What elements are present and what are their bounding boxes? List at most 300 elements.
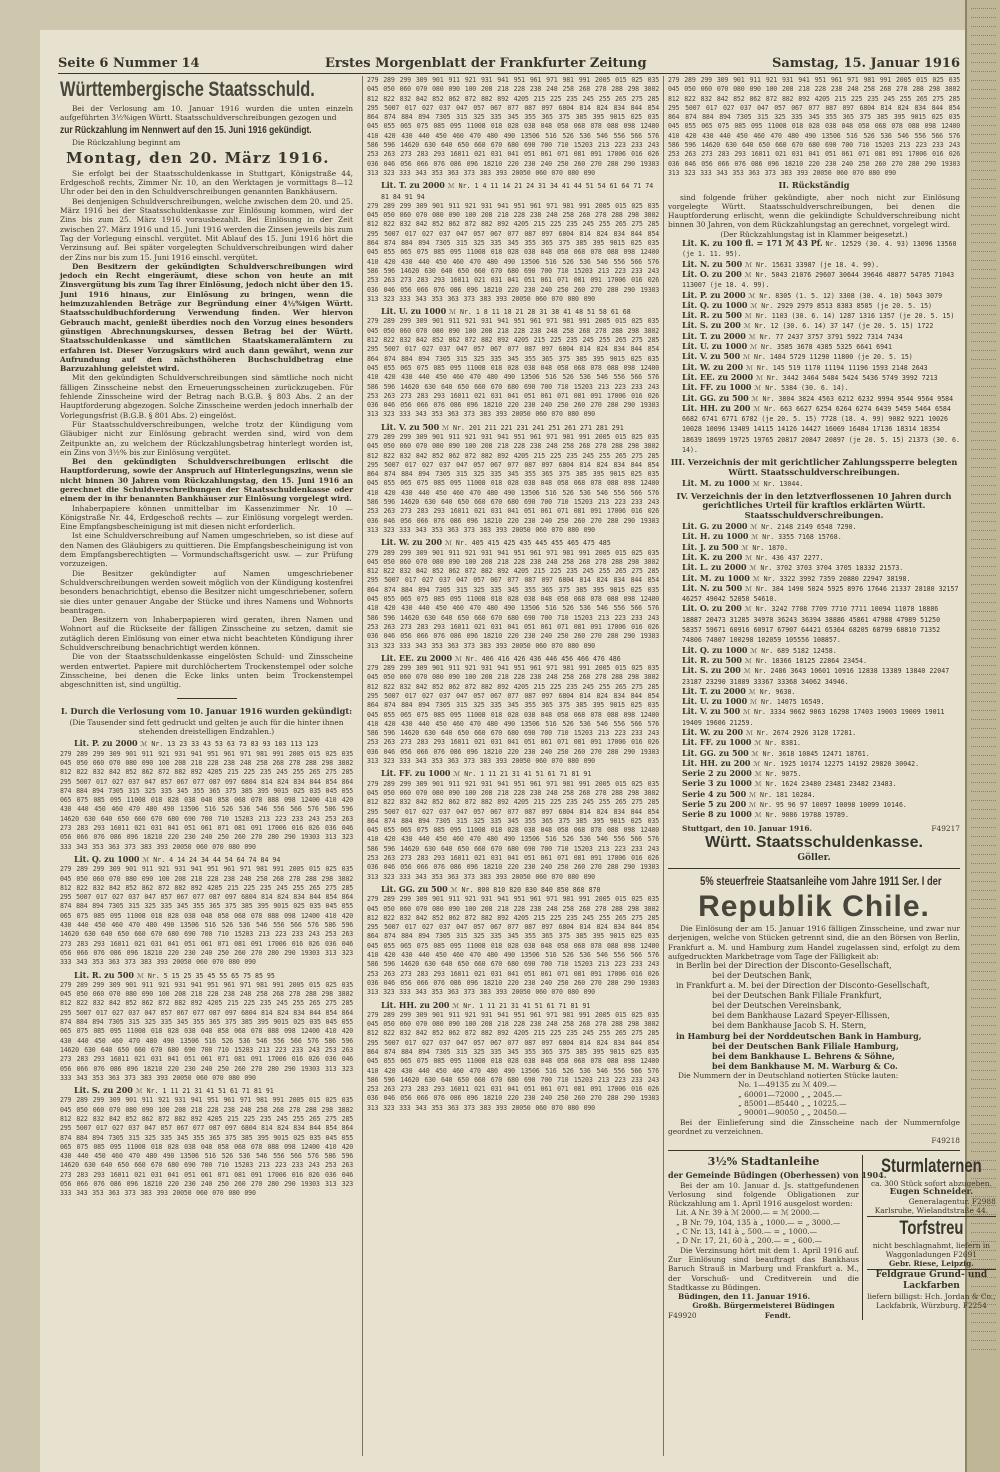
edge-text-line [971,72,996,81]
bank-line: bei der Deutschen Vereinsbank, [712,1001,842,1011]
lit-label: Lit. O. zu 200 [682,268,742,279]
edge-text-line [971,495,996,504]
range-line: „ 90001—90050 „ „ 20450.— [738,1108,847,1118]
bank-line: bei der Deutschen Bank, [712,971,813,981]
edge-text-line [971,549,996,558]
lit-entry [367,885,659,895]
lit-label: Lit. P. zu 2000 [74,738,138,749]
ad-text: Generalagentur. F2988 [908,1197,996,1207]
edge-text-line [971,540,996,549]
edge-text-line [971,306,996,315]
column-2 [362,76,659,1456]
range-line: „ 85001—85440 „ „ 10225.— [738,1099,847,1109]
edge-text-line [971,855,996,864]
range-line: No. 1—49135 zu ℳ 409.— [738,1080,837,1090]
bottom-ads [668,1154,996,1320]
edge-text-line [971,981,996,990]
paragraph: Den Besitzern von Inhaberpapieren wird geraten, ihren Namen und Wohnort auf die Rückseite der fälligen Zinsscheine zu setzen, damit sie zutäglich deren Einlösung von einer etwa nicht beachteten Kündigung ihrer Schuldverschreibung benachrichtigt werden können. [60,615,353,653]
lit-numbers: ℳ Nr. 663 6627 6254 6264 6274 6439 5459 5464 6584 6682 6741 6771 6782 (je 20. 5. 15) 7728 (18. 4. 99) 9082 9221 10026 10028 10096 13409 14115 14126 14427 16069 16484 17136 18314 18354 18639 18699 19725 19765 20817 20847 20897 (je 20. 5. 15) 21373 (30. 6. 14). [682,404,960,454]
lit-numbers: ℳ Nr. 3322 3992 7359 20880 22947 38198. [752,574,911,583]
lit-numbers: ℳ Nr. 15631 33987 (je 18. 4. 99). [744,260,880,269]
edge-text-line [971,747,996,756]
lit-entry [367,1001,659,1011]
lit-list [367,76,659,1113]
date-headline: Montag, den 20. März 1916. [66,148,330,167]
bank-line: bei dem Bankhause L. Behrens & Söhne, [712,1051,895,1062]
edge-text-line [971,918,996,927]
lit-label: Lit. N. zu 500 [682,582,743,593]
edge-text-line [971,972,996,981]
bank-list [668,961,960,1071]
paragraph: Die von der Staatsschuldenkasse eingelösten Schuld- und Zinsscheine werden entwertet. Papiere mit durchlöchertem Trockenstempel oder solche Zinsscheine, bei denen die Ecke links unten beim Trockenstempel abgeschnitten ist, sind ungültig. [60,652,353,690]
ad-title: Feldgraue Grund- und Lackfarben [875,1269,988,1291]
lit-entry [668,707,960,728]
edge-text-line [971,1071,996,1080]
edge-text-line [971,99,996,108]
edge-text-line [971,198,996,207]
lit-label: Lit. M. zu 1000 [682,477,750,488]
edge-text-line [971,387,996,396]
issuer-name: Württ. Staatsschuldenkasse. [705,833,923,851]
lit-label: Lit. T. zu 2000 [682,685,746,696]
lit-numbers: ℳ Nr. 436 437 2277. [745,553,824,562]
edge-text-line [971,18,996,27]
lit-numbers: ℳ Nr. 9086 19788 19789. [754,811,849,820]
newspaper-name: Erstes Morgenblatt der Frankfurter Zeitung [324,56,647,71]
lit-label: Lit. R. zu 500 [74,969,134,980]
edge-text-line [971,369,996,378]
lit-entry [668,239,960,260]
edge-text-line [971,297,996,306]
bank-line: bei dem Bankhause M. M. Warburg & Co. [712,1061,898,1072]
edge-text-line [971,234,996,243]
edge-text-line [971,135,996,144]
lit-label: Lit. T. zu 2000 [381,180,445,191]
edge-text-line [971,1035,996,1044]
small-ads [867,1155,996,1320]
edge-text-line [971,1080,996,1089]
edge-text-line [971,765,996,774]
paragraph: Mit den gekündigten Schuldverschreibungen sind sämtliche noch nicht fälligen Zinsscheine nebst den Erneuerungsscheinen zurückzugeben. Für fehlende Zinsscheine wird der Betrag nach B.G.B. § 803 Abs. 2 an der Hauptforderung abgezogen. Solche Zinsscheine werden jedoch innerhalb der Vorlegungsfrist (B.G.B. § 801 Abs. 2) eingelöst. [60,373,353,420]
edge-text-line [971,432,996,441]
paragraph: Die Besitzer gekündigter auf Namen umgeschriebener Schuldverschreibungen werden soweit möglich von der Kündigung kostenfrei besonders benachrichtigt, ebenso die Besitzer nicht umgeschriebener, sofern sie dies unter genauer Angabe der Stücke und ihres Namens und Wohnorts beantragen. [60,568,353,615]
ad-text: Eugen Schneider. [889,1186,974,1197]
edge-text-line [971,882,996,891]
edge-text-line [971,792,996,801]
number-block: 279 289 299 309 901 911 921 931 941 951 961 971 981 991 2005 015 025 035 045 050 060 070 080 090 100 208 218 228 238 248 258 268 278 288 298 3802 812 822 832 842 852 862 872 882 892 4205 215 225 235 245 255 265 275 285 295 5007 017 027 037 047 057 067 077 087 097 6804 814 824 834 844 854 864 874 884 894 7305 315 325 335 345 355 365 375 385 395 9015 025 035 045 055 065 075 085 095 11008 018 028 038 048 058 068 078 088 098 12400 410 420 430 440 450 460 470 480 490 13506 516 526 536 546 556 566 576 586 596 14620 630 640 650 660 670 680 690 700 710 15203 213 223 233 243 253 263 273 283 293 16011 021 031 041 051 061 071 081 091 17006 016 026 036 046 056 066 076 086 096 18210 220 230 240 250 260 270 280 290 19303 313 323 333 343 353 363 373 383 393 20050 060 070 080 090 [367,317,659,419]
intro-text: Die Rückzahlung beginnt am [72,137,181,147]
edge-text-line [971,423,996,432]
number-block: 279 289 299 309 901 911 921 931 941 951 961 971 981 991 2005 015 025 035 045 050 060 070 080 090 100 208 218 228 238 248 258 268 278 288 298 3802 812 822 832 842 852 862 872 882 892 4205 215 225 235 245 255 265 275 285 295 5007 017 027 037 047 057 067 077 087 097 6804 814 824 834 844 854 864 874 884 894 7305 315 325 335 345 355 365 375 385 395 9015 025 035 045 055 065 075 085 095 11008 018 028 038 048 058 068 078 088 098 12400 410 420 430 440 450 460 470 480 490 13506 516 526 536 546 556 566 576 586 596 14620 630 640 650 660 670 680 690 700 710 15203 213 223 233 243 253 263 273 283 293 16011 021 031 041 051 061 071 081 091 17006 016 026 036 046 056 066 076 086 096 18210 220 230 240 250 260 270 280 290 19303 313 323 333 343 353 363 373 383 393 20050 060 070 080 090 [367,895,659,997]
paragraph: Bei denjenigen Schuldverschreibungen, welche zwischen dem 20. und 25. März 1916 bei der Staatsschuldenkasse zur Einlösung kommen, wird der Zins bis zum 25. März 1916 vorausbezahlt. Bei Einlösung in der Zeit zwischen 27. März 1916 und 15. Juni 1916 werden die Zinsen jeweils bis zum Tag der Vorlegung einschl. vergütet. Mit Ablauf des 15. Juni 1916 hört die Verzinsung auf. Bei später vorgelegten Schuldverschreibungen wird daher der Zins nur bis zum 15. Juni 1916 einschl. vergütet. [60,196,353,262]
paragraph: Inhaberpapiere können unmittelbar im Kassenzimmer Nr. 10 — Königstraße Nr. 44, Erdgeschoß rechts — zur Einlösung vorgelegt werden. Eine Empfangsbescheinigung ist mit diesen nicht erforderlich. [60,503,353,532]
divider [668,1150,960,1151]
lit-numbers: ℳ Nr. 145 519 1170 11194 11196 1593 2148 2643 [745,363,928,372]
bank-line: bei dem Bankhause Lazard Speyer-Ellissen, [712,1011,890,1021]
lit-numbers: ℳ Nr. 9638. [748,687,796,696]
lit-label: Lit. G. zu 2000 [682,521,748,532]
edge-text-line [971,9,996,18]
announcement-headline: zur Rückzahlung im Nennwert auf den 15. Juni 1916 gekündigt. [60,123,312,136]
lit-label: Lit. EE. zu 2000 [381,652,453,663]
issue-date: Samstag, 15. Januar 1916 [771,56,960,71]
edge-text-line [971,333,996,342]
ad-title: Torfstreu [899,1217,964,1239]
number-block: 279 289 299 309 901 911 921 931 941 951 961 971 981 991 2005 015 025 035 045 050 060 070 080 090 100 208 218 228 238 248 258 268 278 288 298 3802 812 822 832 842 852 862 872 882 892 4205 215 225 235 245 255 265 275 285 295 5007 017 027 037 047 057 067 077 087 097 6804 814 824 834 844 854 864 874 884 894 7305 315 325 335 345 355 365 375 385 395 9015 025 035 045 055 065 075 085 095 11008 018 028 038 048 058 068 078 088 098 12400 410 420 430 440 450 460 470 480 490 13506 516 526 536 546 556 566 576 586 596 14620 630 640 650 660 670 680 690 700 710 15203 213 223 233 243 253 263 273 283 293 16011 021 031 041 051 061 071 081 091 17006 016 026 036 046 056 066 076 086 096 18210 220 230 240 250 260 270 280 290 19303 313 323 333 343 353 363 373 383 393 20050 060 070 080 090 [367,779,659,881]
ref-number: F49217 [931,823,960,833]
edge-text-line [971,954,996,963]
edge-text-line [971,36,996,45]
lit-numbers: ℳ Nr. 3585 3678 4385 5325 6641 6941 [749,343,892,352]
lit-label: Lit. GG. zu 500 [682,392,749,403]
section-heading: I. Durch die Verlosung vom 10. Januar 1916 wurden gekündigt: [60,705,353,716]
page-number: Seite 6 Nummer 14 [58,56,200,71]
ad-text: ca. 300 Stück sofort abzugeben. [870,1178,992,1188]
edge-text-line [971,963,996,972]
lit-numbers: ℳ Nr. 181 10284. [749,790,816,799]
lit-label: Lit. U. zu 1000 [682,341,748,352]
bank-line: in Berlin bei der Direction der Disconto-Gesellschaft, [676,961,892,971]
signer: Fendt. [764,1310,791,1320]
lit-entry [367,307,659,317]
lit-numbers: ℳ Nr. 1870. [741,543,789,552]
edge-text-line [971,378,996,387]
edge-text-line [971,1125,996,1134]
lit-numbers: ℳ Nr. 2674 2926 3128 17281. [745,729,857,737]
lit-label: Lit. R. zu 500 [682,654,742,665]
lit-numbers: ℳ Nr. 3702 3703 3704 3705 18332 21573. [749,564,904,573]
lit-label: Lit. N. zu 500 [682,258,743,269]
lit-entry [367,423,659,433]
edge-text-line [971,720,996,729]
edge-text-line [971,171,996,180]
edge-text-line [971,828,996,837]
lit-label: Lit. EE. zu 2000 [682,371,754,382]
lit-label: Lit. W. zu 200 [381,537,443,548]
edge-text-line [971,909,996,918]
divider [668,868,960,869]
number-block: 279 289 299 309 901 911 921 931 941 951 961 971 981 991 2005 015 025 035 045 050 060 070 080 090 100 208 218 228 238 248 258 268 278 288 298 3802 812 822 832 842 852 862 872 882 892 4205 215 225 235 245 255 265 275 285 295 5007 017 027 037 047 057 067 077 087 097 6804 814 824 834 844 854 864 874 884 894 7305 315 325 335 345 355 365 375 385 395 9015 025 035 045 055 065 075 085 095 11008 018 028 038 048 058 068 078 088 098 12400 410 420 430 440 450 460 470 480 490 13506 516 526 536 546 556 566 576 586 596 14620 630 640 650 660 670 680 690 700 710 15203 213 223 233 243 253 263 273 283 293 16011 021 031 041 051 061 071 081 091 17006 016 026 036 046 056 066 076 086 096 18210 220 230 240 250 260 270 280 290 19303 313 323 333 343 353 363 373 383 393 20050 060 070 080 090 [60,980,353,1082]
lit-label: Lit. P. zu 2000 [682,289,746,300]
edge-text-line [971,342,996,351]
edge-text-line [971,639,996,648]
section-note: (Der Rückzahlungstag ist in Klammer beigesetzt.) [720,229,908,239]
section-note: (Die Tausender sind fett gedruckt und gelten je auch für die hinter ihnen stehenden dreistelligen Endzahlen.) [69,717,344,737]
lit-numbers: ℳ Nr. 9075. [754,770,802,779]
edge-text-line [971,612,996,621]
edge-text-line [971,0,996,9]
lit-numbers: ℳ Nr. 8381. [754,739,802,748]
lit-label: Lit. W. zu 200 [682,361,744,372]
edge-text-line [971,1008,996,1017]
lit-list [668,522,960,821]
lit-numbers: Nr. 12529 (30. 4. 93) 13096 13560 (je 1. 11. 95). [682,240,957,259]
lit-label: Lit. FF. zu 1000 [682,737,752,748]
edge-text-line [971,1062,996,1071]
edge-text-line [971,621,996,630]
lit-label: Lit. H. zu 1000 [682,531,749,542]
edge-text-line [971,531,996,540]
lot-list [668,1208,859,1245]
number-block: 279 289 299 309 901 911 921 931 941 951 961 971 981 991 2005 015 025 035 045 050 060 070 080 090 100 208 218 228 238 248 258 268 278 288 298 3802 812 822 832 842 852 862 872 882 892 4205 215 225 235 245 255 265 275 285 295 5007 017 027 037 047 057 067 077 087 097 6804 814 824 834 844 854 864 874 884 894 7305 315 325 335 345 355 365 375 385 395 9015 025 035 045 055 065 075 085 095 11008 018 028 038 048 058 068 078 088 098 12400 410 420 430 440 450 460 470 480 490 13506 516 526 536 546 556 566 576 586 596 14620 630 640 650 660 670 680 690 700 710 15203 213 223 233 243 253 263 273 283 293 16011 021 031 041 051 061 071 081 091 17006 016 026 036 046 056 066 076 086 096 18210 220 230 240 250 260 270 280 290 19303 313 323 333 343 353 363 373 383 393 20050 060 070 080 090 [367,201,659,303]
ad-title: Sturmlaternen [881,1155,982,1177]
edge-text-line [971,1116,996,1125]
lit-label: Lit. FF. zu 1000 [682,382,752,393]
lit-label: Lit. HH. zu 200 [381,999,450,1010]
edge-text-line [971,459,996,468]
lit-label: Serie 4 zu 500 [682,788,747,799]
lit-numbers: ℳ Nr. 1 4 11 14 21 24 31 34 41 44 51 54 61 64 71 74 81 84 91 94 [381,182,654,201]
edge-text-line [971,252,996,261]
edge-text-line [971,477,996,486]
edge-text-line [971,90,996,99]
lit-numbers: ℳ Nr. 2486 3643 10601 10916 12838 13389 13840 22047 23187 23290 31889 33367 33368 34062 34946. [682,667,950,686]
lit-numbers: ℳ Nr. 5 15 25 35 45 55 65 75 85 95 [136,971,275,980]
lit-label: Lit. R. zu 500 [682,310,742,321]
bank-line: in Frankfurt a. M. bei der Direction der Disconto-Gesellschaft, [676,981,930,991]
lit-entry [668,270,960,291]
edge-text-line [971,810,996,819]
lit-numbers: ℳ Nr. 4 14 24 34 44 54 64 74 84 94 [142,855,281,864]
lit-numbers: ℳ Nr. 5043 21076 29607 30644 39646 48877 54705 71043 113007 (je 18. 4. 99). [682,270,955,290]
lit-numbers: ℳ Nr. 77 2437 3757 3791 5922 7314 7434 [748,332,903,341]
edge-text-line [971,1143,996,1152]
edge-text-line [971,819,996,828]
edge-text-line [971,1098,996,1107]
lit-label: Lit. HH. zu 200 [682,757,751,768]
newspaper-page [40,30,996,1472]
edge-text-line [971,702,996,711]
lit-numbers: ℳ Nr. 689 5182 12458. [750,646,837,655]
buedingen-ad [668,1154,887,1320]
lit-label: Lit. J. zu 500 [682,541,739,552]
paragraph: Ist eine Schuldverschreibung auf Namen umgeschrieben, so ist diese auf den Namen des Gläubigers zu quittieren. Die Empfangsbescheinigung ist von dem Empfangsberechtigten — Vormundschaftsgericht usw. — zur Prüfung vorzuzeigen. [60,531,353,569]
bank-line: bei der Deutschen Bank Filiale Hamburg, [712,1041,899,1052]
bank-line: bei der Deutschen Bank Filiale Frankfurt, [712,991,882,1001]
lit-label: Lit. V. zu 500 [682,351,741,362]
lot-line: „ B Nr. 79, 104, 135 à „ 1000.— = „ 3000.— [676,1217,841,1227]
edge-text-line [971,225,996,234]
lit-label: Lit. HH. zu 200 [682,402,751,413]
lit-numbers: ℳ Nr. 1925 10174 12275 14192 29820 30042. [753,759,920,768]
edge-text-line [971,360,996,369]
lit-list [668,239,960,455]
edge-text-line [971,486,996,495]
place-date: Stuttgart, den 10. Januar 1916. [682,823,813,833]
lot-line: „ C Nr. 13, 141 à „ 500.— = „ 1000.— [676,1227,818,1237]
edge-text-line [971,774,996,783]
lit-numbers: ℳ Nr. 201 211 221 231 241 251 261 271 281 291 [441,423,624,432]
edge-text-line [971,1053,996,1062]
lit-label: Lit. O. zu 200 [682,603,742,614]
edge-text-line [971,648,996,657]
edge-text-line [971,585,996,594]
paragraph: Den Besitzern der gekündigten Schuldverschreibungen wird jedoch ein Recht eingeräumt, diese schon von heute an mit Zinsvergütung bis zum Tag ihrer Einlösung, jedoch nicht über den 15. Juni 1916 hinaus, zur Einlösung zu bringen, wenn die heimzuzahlenden Beträge zur Begründung einer 4½%igen Württ. Staatsschuldbuchforderung Verwendung finden. Wer hiervon Gebrauch macht, genießt überdies noch den Vorzug eines besonders günstigen Abrechnungskurses, dessen Betrag bei der Württ. Staatsschuldenkasse und sämtlichen Staatskameralämtern zu erfahren ist. Dieser Vorzugskurs wird auch dann gewährt, wenn zur Aufrundung auf den nächsthöheren Buchschuldbetrag eine Barzuzahlung geleistet wird. [60,261,353,374]
lit-entry [668,604,960,645]
range-list [668,1080,960,1117]
edge-text-line [971,1026,996,1035]
edge-text-line [971,63,996,72]
lit-label: Lit. S. zu 200 [682,665,741,676]
lot-line: „ D Nr. 17, 21, 60 à „ 200.— = „ 600.— [676,1236,822,1246]
lit-label: Lit. S. zu 200 [74,1085,133,1096]
paragraph: Die Nummern der in Deutschland notierten Stücke lauten: [678,1071,899,1081]
edge-text-line [971,270,996,279]
edge-text-line [971,513,996,522]
edge-text-line [971,414,996,423]
paragraph: Für Staatsschuldverschreibungen, welche trotz der Kündigung vom Gläubiger nicht zur Einlösung gebracht werden sind, wird von dem Zeitpunkte an, zu welchem der Rückzahlungsbetrag hinterlegt worden ist, ein Zins von 3½% bis zur Einlösung vergütet. [60,419,353,457]
edge-text-line [971,243,996,252]
signer: Großh. Bürgermeisterei Büdingen [692,1301,835,1311]
paragraph: Die Verzinsung hört mit dem 1. April 1916 auf. Zur Einlösung sind beauftragt das Bankhaus Baruch Strauß in Marburg und Frankfurt a. M., der Vorschuß- und Creditverein und die Stadtkasse zu Büdingen. [668,1245,859,1292]
edge-text-line [971,45,996,54]
lit-numbers: ℳ Nr. 95 96 97 10097 10098 10099 10146. [749,801,907,810]
edge-text-line [971,261,996,270]
edge-text-line [971,711,996,720]
lit-numbers: ℳ Nr. 1 8 11 18 21 28 31 38 41 48 51 58 61 68 [448,308,631,317]
lit-numbers: ℳ Nr. 13 23 33 43 53 63 73 83 93 103 113 123 [140,740,319,749]
lit-numbers: ℳ Nr. 405 415 425 435 445 455 465 475 485 [444,539,611,548]
lit-entry [367,769,659,779]
lit-numbers: ℳ Nr. 5384 (30. 6. 14). [754,384,849,393]
edge-text-line [971,846,996,855]
lit-label: Lit. FF. zu 1000 [381,768,451,779]
lit-entry [668,584,960,605]
edge-text-line [971,837,996,846]
edge-text-line [971,576,996,585]
lit-label: Lit. U. zu 1000 [381,306,447,317]
edge-text-line [971,288,996,297]
edge-text-line [971,468,996,477]
edge-text-line [971,936,996,945]
paragraph: Bei der am 10. Januar d. Js. stattgefundenen Verlosung sind folgende Obligationen zur Rückzahlung am 1. April 1916 ausgelost worden: [668,1180,859,1209]
lit-numbers: ℳ Nr. 384 1490 5024 5925 8976 17646 21337 28180 32157 46257 49042 52050 54610. [682,584,959,604]
lit-numbers: ℳ Nr. 406 416 426 436 446 456 466 476 486 [454,654,621,663]
ad-text: nicht beschlagnahmt, liefern in Waggonladungen F2691 [872,1240,991,1260]
lit-numbers: ℳ Nr. 18366 18125 22864 23454. [744,656,867,665]
edge-text-line [971,630,996,639]
edge-text-line [971,189,996,198]
ad-text: liefern billigst: Hch. Jordan & Co., Lackfabrik, Würzburg. F2254 [867,1291,996,1310]
paragraph: Bei der Einlieferung sind die Zinsscheine nach der Nummernfolge geordnet zu verzeichnen. [668,1117,960,1136]
number-block: 279 289 299 309 901 911 921 931 941 951 961 971 981 991 2005 015 025 035 045 050 060 070 080 090 100 208 218 228 238 248 258 268 278 288 298 3802 812 822 832 842 852 862 872 882 892 4205 215 225 235 245 255 265 275 285 295 5007 017 027 037 047 057 067 077 087 097 6804 814 824 834 844 854 864 874 884 894 7305 315 325 335 345 355 365 375 385 395 9015 025 035 045 055 065 075 085 095 11008 018 028 038 048 058 068 078 088 098 12400 410 420 430 440 450 460 470 480 490 13506 516 526 536 546 556 566 576 586 596 14620 630 640 650 660 670 680 690 700 710 15203 213 223 233 243 253 263 273 283 293 16011 021 031 041 051 061 071 081 091 17006 016 026 036 046 056 066 076 086 096 18210 220 230 240 250 260 270 280 290 19303 313 323 333 343 353 363 373 383 393 20050 060 070 080 090 [367,548,659,650]
bank-line: in Hamburg bei der Norddeutschen Bank in Hamburg, [676,1031,922,1042]
paragraph: sind folgende früher gekündigte, aber noch nicht zur Einlösung vorgelegte Württ. Staatsschuldverschreibungen, bei denen die Hauptforderung erlischt, wenn die gekündigte Schuldverschreibung nicht binnen 30 Jahren, von dem Rückzahlungstag an gerechnet, vorgelegt wird. [668,192,960,230]
bank-line: bei dem Bankhause Jacob S. H. Stern, [712,1021,867,1031]
paragraph: Bei den gekündigten Schuldverschreibungen erlischt die Hauptforderung, sowie der Anspruch auf Hinterlegungszins, wenn sie nicht binnen 30 Jahren vom Rückzahlungstag, den 15. Juni 1916 an gerechnet die Schuldverschreibungen der Staatsschuldenkasse oder einem der in ihr benannten Bankhäuser zur Einlösung vorgelegt wird. [60,457,353,504]
edge-text-line [971,558,996,567]
lit-label: Lit. V. zu 500 [381,421,440,432]
lit-label: Lit. M. zu 1000 [682,572,750,583]
edge-text-line [971,999,996,1008]
edge-text-line [971,927,996,936]
headline: Württembergische Staatsschuld. [60,78,315,101]
lit-numbers: ℳ Nr. 1103 (30. 6. 14) 1287 1316 1357 (je 20. 5. 15) [744,312,955,321]
edge-text-line [971,900,996,909]
edge-text-line [971,738,996,747]
ad-title: 3½% Stadtanleihe [707,1154,820,1168]
edge-text-line [971,216,996,225]
edge-text-line [971,1017,996,1026]
edge-text-line [971,693,996,702]
edge-text-line [971,594,996,603]
lit-entry [668,666,960,687]
edge-text-line [971,153,996,162]
number-block: 279 289 299 309 901 911 921 931 941 951 961 971 981 991 2005 015 025 035 045 050 060 070 080 090 100 208 218 228 238 248 258 268 278 288 298 3802 812 822 832 842 852 862 872 882 892 4205 215 225 235 245 255 265 275 285 295 5007 017 027 037 047 057 067 077 087 097 6804 814 824 834 844 854 864 874 884 894 7305 315 325 335 345 355 365 375 385 395 9015 025 035 045 055 065 075 085 095 11008 018 028 038 048 058 068 078 088 098 12400 410 420 430 440 450 460 470 480 490 13506 516 526 536 546 556 566 576 586 596 14620 630 640 650 660 670 680 690 700 710 15203 213 223 233 243 253 263 273 283 293 16011 021 031 041 051 061 071 081 091 17006 016 026 036 046 056 066 076 086 096 18210 220 230 240 250 260 270 280 290 19303 313 323 333 343 353 363 373 383 393 20050 060 070 080 090 [668,76,960,177]
lit-label: Serie 5 zu 200 [682,799,747,810]
ad-text: Karlsruhe, Wielandtstraße 44. [867,1206,996,1216]
lit-entry [60,739,353,749]
number-block: 279 289 299 309 901 911 921 931 941 951 961 971 981 991 2005 015 025 035 045 050 060 070 080 090 100 208 218 228 238 248 258 268 278 288 298 3802 812 822 832 842 852 862 872 882 892 4205 215 225 235 245 255 265 275 285 295 5007 017 027 037 047 057 067 077 087 097 6804 814 824 834 844 854 864 874 884 894 7305 315 325 335 345 355 365 375 385 395 9015 025 035 045 055 065 075 085 095 11008 018 028 038 048 058 068 078 088 098 12400 410 420 430 440 450 460 470 480 490 13506 516 526 536 546 556 566 576 586 596 14620 630 640 650 660 670 680 690 700 710 15203 213 223 233 243 253 263 273 283 293 16011 021 031 041 051 061 071 081 091 17006 016 026 036 046 056 066 076 086 096 18210 220 230 240 250 260 270 280 290 19303 313 323 333 343 353 363 373 383 393 20050 060 070 080 090 [60,865,353,967]
edge-text-line [971,315,996,324]
lit-numbers: ℳ Nr. 3804 3824 4563 6212 6232 9994 9544 9564 9584 [751,394,954,403]
range-line: „ 60001—72000 „ „ 2045.— [738,1089,842,1099]
lit-label: Lit. K. zu 100 fl. = 171 ℳ 43 Pf. [682,238,823,249]
lit-numbers: ℳ Nr. 3334 9062 9063 16298 17403 19003 19009 19011 19409 19606 21259. [682,708,945,727]
lit-label: Lit. Q. zu 1000 [682,299,748,310]
lit-numbers: ℳ Nr. 1 11 21 31 41 51 61 71 81 91 [452,1001,591,1010]
edge-text-line [971,108,996,117]
edge-text-line [971,324,996,333]
edge-text-line [971,27,996,36]
edge-text-line [971,1107,996,1116]
section-heading: II. Rückständig [778,180,850,191]
edge-text-line [971,666,996,675]
lit-label: Lit. Q. zu 1000 [682,644,748,655]
divider [177,698,237,699]
lit-entry [367,654,659,664]
place-date: Büdingen, den 11. Januar 1916. [678,1292,811,1302]
lit-numbers: ℳ Nr. 1 11 21 31 41 51 61 71 81 91 [135,1087,274,1096]
lit-numbers: ℳ Nr. 800 810 820 830 840 850 860 870 [450,885,601,894]
edge-text-line [971,684,996,693]
lit-label: Lit. L. zu 2000 [682,562,747,573]
lit-numbers: ℳ Nr. 1 11 21 31 41 51 61 71 81 91 [453,770,592,779]
ad-text: Gebr. Riese, Leipzig. [867,1259,996,1269]
edge-text-line [971,144,996,153]
lit-label: Lit. GG. zu 500 [381,883,448,894]
edge-text-line [971,126,996,135]
lit-numbers: ℳ Nr. 3242 7708 7709 7710 7711 10094 11078 18886 18887 20473 31285 34978 36243 36394 38886 45861 47988 47989 51250 58357 59671 60916 60917 67907 64421 65364 68205 68799 68810 71352 74806 74807 100298 102059 105556 108857. [682,605,941,645]
lit-numbers: ℳ Nr. 1484 5729 11290 11800 (je 20. 5. 15) [742,353,913,362]
edge-text-line [971,801,996,810]
edge-text-line [971,990,996,999]
edge-text-line [971,504,996,513]
number-block: 279 289 299 309 901 911 921 931 941 951 961 971 981 991 2005 015 025 035 045 050 060 070 080 090 100 208 218 228 238 248 258 268 278 288 298 3802 812 822 832 842 852 862 872 882 892 4205 215 225 235 245 255 265 275 285 295 5007 017 027 037 047 057 067 077 087 097 6804 814 824 834 844 854 864 874 884 894 7305 315 325 335 345 355 365 375 385 395 9015 025 035 045 055 065 075 085 095 11008 018 028 038 048 058 068 078 088 098 12400 410 420 430 440 450 460 470 480 490 13506 516 526 536 546 556 566 576 586 596 14620 630 640 650 660 670 680 690 700 710 15203 213 223 233 243 253 263 273 283 293 16011 021 031 041 051 061 071 081 091 17006 016 026 036 046 056 066 076 086 096 18210 220 230 240 250 260 270 280 290 19303 313 323 333 343 353 363 373 383 393 20050 060 070 080 090 [60,749,353,851]
lit-label: Serie 3 zu 1000 [682,778,752,789]
lit-numbers: ℳ Nr. 3618 10845 12471 18761. [751,749,870,758]
edge-text-line [971,180,996,189]
number-block: 279 289 299 309 901 911 921 931 941 951 961 971 981 991 2005 015 025 035 045 050 060 070 080 090 100 208 218 228 238 248 258 268 278 288 298 3802 812 822 832 842 852 862 872 882 892 4205 215 225 235 245 255 265 275 285 295 5007 017 027 037 047 057 067 077 087 097 6804 814 824 834 844 854 864 874 884 894 7305 315 325 335 345 355 365 375 385 395 9015 025 035 045 055 065 075 085 095 11008 018 028 038 048 058 068 078 088 098 12400 410 420 430 440 450 460 470 480 490 13506 516 526 536 546 556 566 576 586 596 14620 630 640 650 660 670 680 690 700 710 15203 213 223 233 243 253 263 273 283 293 16011 021 031 041 051 061 071 081 091 17006 016 026 036 046 056 066 076 086 096 18210 220 230 240 250 260 270 280 290 19303 313 323 333 343 353 363 373 383 393 20050 060 070 080 090 [367,432,659,534]
edge-text-line [971,603,996,612]
edge-text-line [971,1332,996,1341]
edge-text-line [971,1089,996,1098]
edge-text-line [971,675,996,684]
edge-text-line [971,864,996,873]
lot-line: Lit. A Nr. 39 à ℳ 2000.— = ℳ 2000.— [676,1208,820,1218]
lit-numbers: ℳ Nr. 2148 2149 6548 7290. [750,523,857,532]
lit-numbers: ℳ Nr. 2929 2979 8513 8383 8585 (je 20. 5. 15) [750,301,933,310]
ad-title: der Gemeinde Büdingen (Oberhessen) von 1904. [668,1169,887,1180]
ref-number: F49920 [668,1310,697,1320]
lit-numbers: ℳ Nr. 3442 3464 5484 5424 5436 5749 3992 7213 [755,373,938,382]
edge-text-line [971,396,996,405]
edge-text-line [971,1044,996,1053]
paragraph: Die Einlösung der am 15. Januar 1916 fälligen Zinsscheine, und zwar nur derjenigen, welche von Stücken getrennt sind, die an den Börsen von Berlin, Frankfurt a. M. und Hamburg zum Handel zugelassen sind, erfolgt zu dem aufgedruckten Markbetrage vom Tage der Fälligkeit ab: [668,923,960,961]
lit-entry [668,479,960,489]
edge-text-line [971,279,996,288]
lit-numbers: ℳ Nr. 3355 7168 15768. [751,533,842,542]
